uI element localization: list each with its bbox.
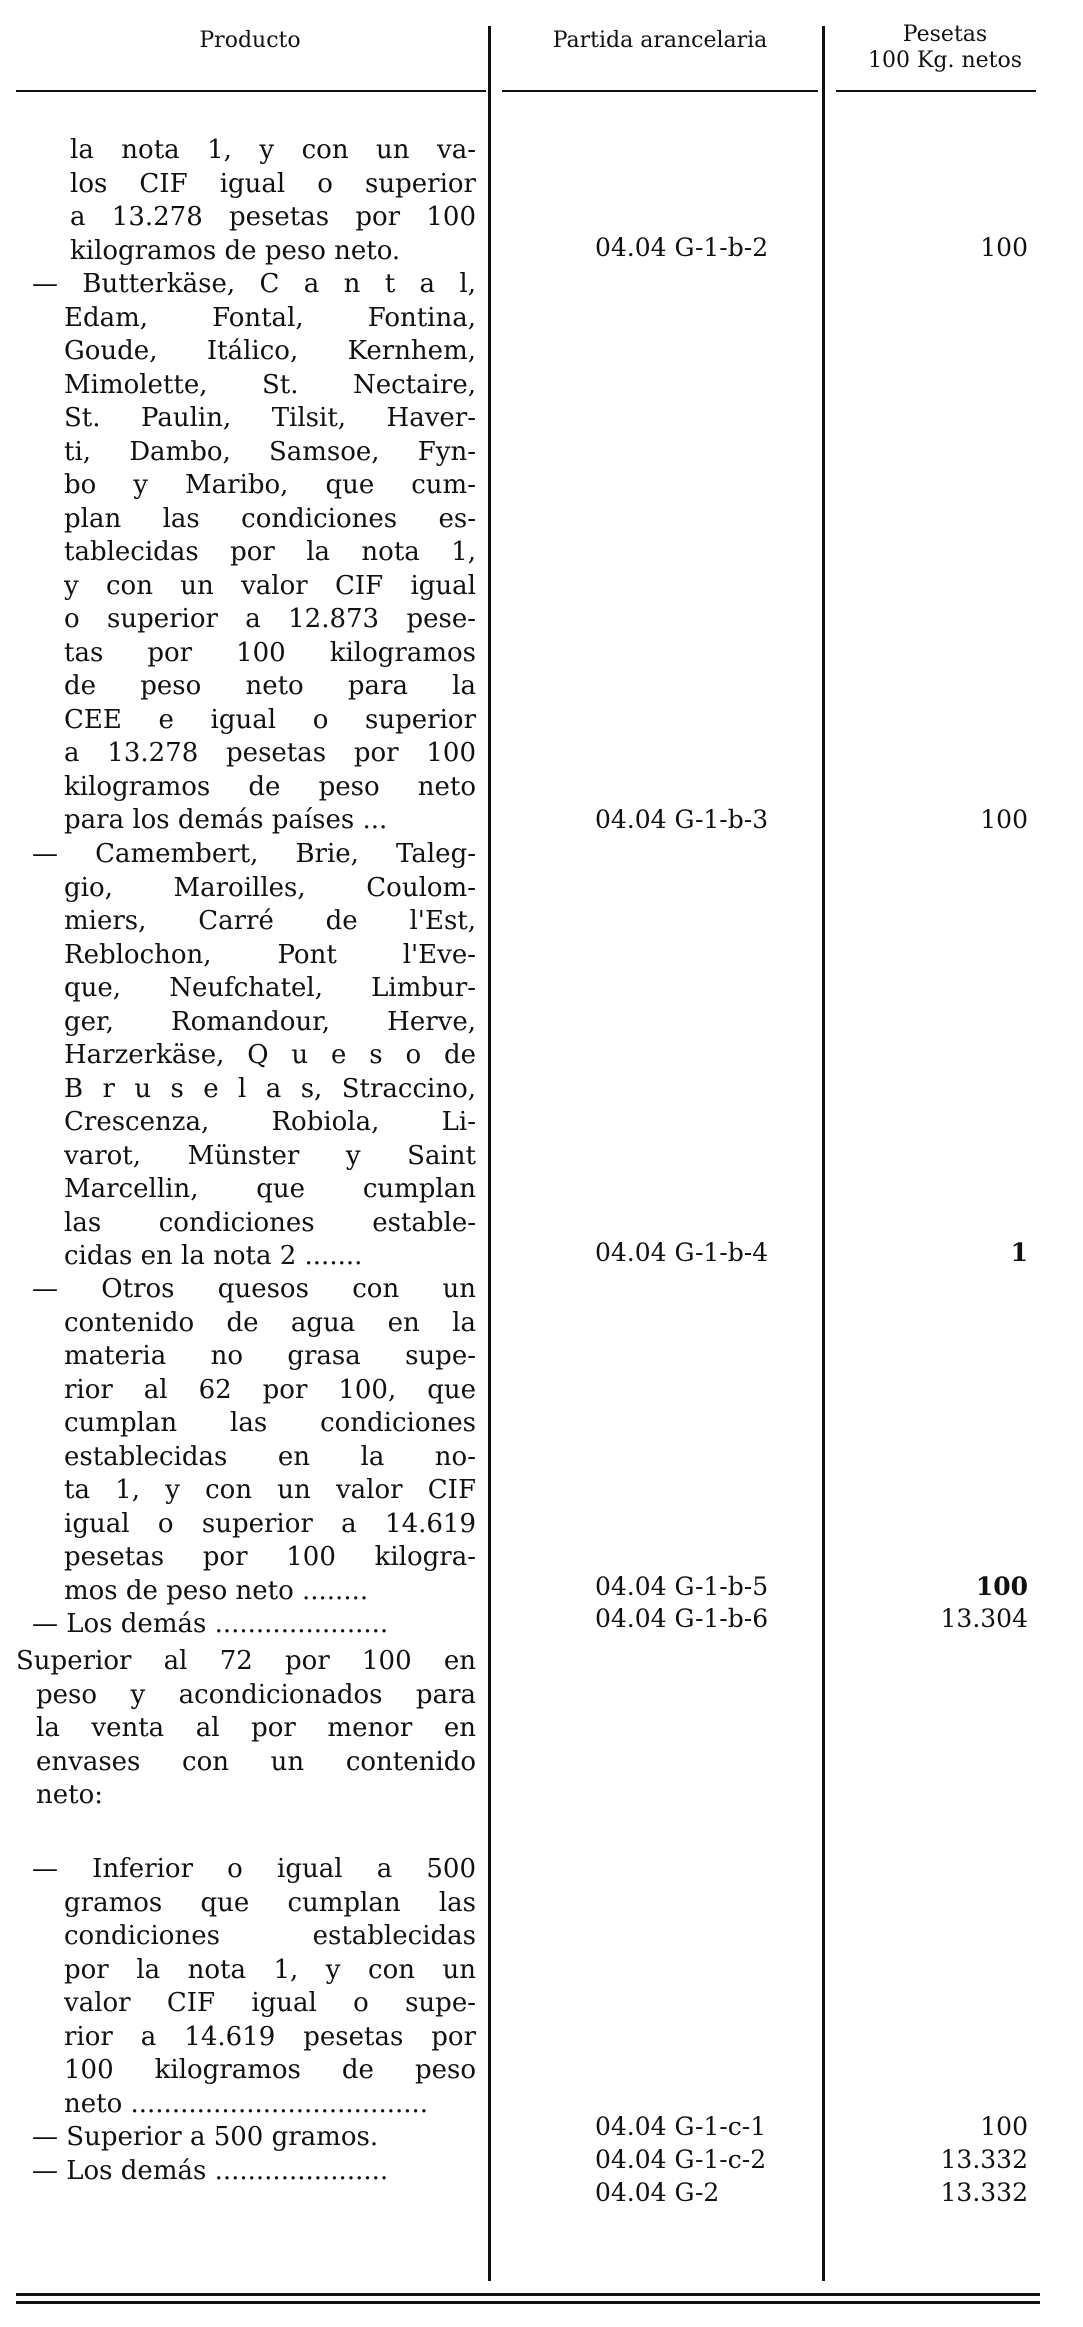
header-producto: Producto xyxy=(199,28,301,53)
product-text-line: Crescenza, Robiola, Li- xyxy=(64,1107,476,1137)
product-text-line: gramos que cumplan las xyxy=(64,1887,476,1918)
bottom-rule-2 xyxy=(16,2301,1040,2304)
header-rule-pesetas xyxy=(836,90,1036,92)
header-pesetas-line1: Pesetas xyxy=(902,22,988,47)
product-text-line: pesetas por 100 kilogra- xyxy=(64,1542,476,1572)
product-text-line: envases con un contenido xyxy=(36,1746,476,1777)
product-text-line: Goude, Itálico, Kernhem, xyxy=(64,336,476,366)
pesetas-value: 13.304 xyxy=(940,1604,1028,1633)
product-text-line: ger, Romandour, Herve, xyxy=(64,1006,476,1037)
product-text-line: ta 1, y con un valor CIF xyxy=(64,1475,476,1505)
product-text-line: — Los demás ..................... xyxy=(32,1609,389,1639)
partida-code: 04.04 G-2 xyxy=(595,2178,720,2207)
product-text-line: — Inferior o igual a 500 xyxy=(32,1854,476,1884)
product-block-otros-quesos xyxy=(32,1273,476,1642)
product-text-line: Mimolette, St. Nectaire, xyxy=(64,369,476,400)
partida-code: 04.04 G-1-b-4 xyxy=(595,1238,769,1267)
column-divider-left xyxy=(488,26,491,2281)
product-text-line: 100 kilogramos de peso xyxy=(64,2055,476,2085)
product-text-line: igual o superior a 14.619 xyxy=(64,1508,476,1539)
product-text-line: varot, Münster y Saint xyxy=(64,1140,476,1171)
product-text-line: establecidas en la no- xyxy=(64,1441,476,1472)
product-text-line: de peso neto para la xyxy=(64,671,476,701)
product-text-line: St. Paulin, Tilsit, Haver- xyxy=(64,403,476,433)
product-text-line: — Superior a 500 gramos. xyxy=(32,2122,379,2152)
product-text-line: kilogramos de peso neto xyxy=(64,771,476,802)
pesetas-value: 100 xyxy=(980,2112,1028,2141)
product-text-line: cidas en la nota 2 ....... xyxy=(64,1241,363,1271)
product-block-intro xyxy=(70,134,476,268)
partida-code: 04.04 G-1-b-5 xyxy=(595,1572,769,1601)
product-text-line: bo y Maribo, que cum- xyxy=(64,470,476,500)
product-text-line: las condiciones estable- xyxy=(64,1207,476,1238)
partida-code: 04.04 G-1-c-1 xyxy=(595,2112,767,2141)
product-text-line: — Los demás ..................... xyxy=(32,2155,389,2186)
product-text-line: peso y acondicionados para xyxy=(36,1679,476,1710)
product-text-line: tas por 100 kilogramos xyxy=(64,637,476,668)
product-text-line: rior a 14.619 pesetas por xyxy=(64,2021,476,2052)
product-text-line: neto: xyxy=(36,1780,103,1810)
product-text-line: — Butterkäse, C a n t a l, xyxy=(32,269,476,299)
pesetas-value: 13.332 xyxy=(940,2178,1028,2207)
product-text-line: los CIF igual o superior xyxy=(70,168,476,199)
product-text-line: cumplan las condiciones xyxy=(64,1408,476,1438)
header-rule-producto xyxy=(16,90,486,92)
partida-code: 04.04 G-1-b-6 xyxy=(595,1604,769,1633)
product-text-line: materia no grasa supe- xyxy=(64,1341,476,1371)
product-text-line: Reblochon, Pont l'Eve- xyxy=(64,939,476,970)
product-text-line: mos de peso neto ........ xyxy=(64,1575,369,1606)
header-pesetas-line2: 100 Kg. netos xyxy=(867,48,1023,73)
product-text-line: Superior al 72 por 100 en xyxy=(16,1646,476,1676)
product-text-line: a 13.278 pesetas por 100 xyxy=(70,202,476,232)
product-text-line: plan las condiciones es- xyxy=(64,503,476,534)
partida-code: 04.04 G-1-b-2 xyxy=(595,233,769,262)
product-block-inferior-500 xyxy=(32,1853,476,2188)
product-text-line: contenido de agua en la xyxy=(64,1307,476,1338)
product-text-line: valor CIF igual o supe- xyxy=(64,1988,476,2018)
product-text-line: neto .................................... xyxy=(64,2088,429,2119)
product-text-line: miers, Carré de l'Est, xyxy=(64,906,476,936)
partida-code: 04.04 G-1-b-3 xyxy=(595,805,769,834)
bottom-rule-1 xyxy=(16,2293,1040,2296)
product-text-line: la venta al por menor en xyxy=(36,1713,476,1743)
product-text-line: condiciones establecidas xyxy=(64,1921,476,1951)
product-text-line: — Otros quesos con un xyxy=(32,1274,476,1304)
product-text-line: CEE e igual o superior xyxy=(64,704,476,735)
product-text-line: Harzerkäse, Q u e s o de xyxy=(64,1040,476,1070)
pesetas-value: 13.332 xyxy=(940,2145,1028,2174)
product-text-line: kilogramos de peso neto. xyxy=(70,235,401,266)
product-text-line: y con un valor CIF igual xyxy=(64,570,476,601)
header-rule-partida xyxy=(502,90,818,92)
pesetas-value: 100 xyxy=(975,1572,1028,1601)
product-text-line: gio, Maroilles, Coulom- xyxy=(64,872,476,903)
product-block-superior-72 xyxy=(16,1645,476,1813)
product-text-line: Marcellin, que cumplan xyxy=(64,1174,476,1204)
product-text-line: para los demás países ... xyxy=(64,805,388,835)
pesetas-value: 1 xyxy=(1010,1238,1028,1267)
partida-code: 04.04 G-1-c-2 xyxy=(595,2145,767,2174)
header-pesetas xyxy=(840,22,1050,74)
product-text-line: rior al 62 por 100, que xyxy=(64,1374,476,1405)
product-text-line: a 13.278 pesetas por 100 xyxy=(64,738,476,768)
product-text-line: tablecidas por la nota 1, xyxy=(64,537,476,567)
product-text-line: que, Neufchatel, Limbur- xyxy=(64,973,476,1003)
product-text-line: B r u s e l a s, Straccino, xyxy=(64,1073,476,1104)
product-block-butterkase xyxy=(32,268,476,838)
product-text-line: la nota 1, y con un va- xyxy=(70,135,476,165)
column-divider-right xyxy=(822,26,825,2281)
product-text-line: por la nota 1, y con un xyxy=(64,1954,476,1985)
product-text-line: — Camembert, Brie, Taleg- xyxy=(32,839,476,869)
product-block-camembert xyxy=(32,838,476,1274)
product-text-line: o superior a 12.873 pese- xyxy=(64,604,476,634)
header-partida-arancelaria: Partida arancelaria xyxy=(552,28,768,53)
pesetas-value: 100 xyxy=(980,805,1028,834)
product-text-line: Edam, Fontal, Fontina, xyxy=(64,302,476,333)
pesetas-value: 100 xyxy=(980,233,1028,262)
product-text-line: ti, Dambo, Samsoe, Fyn- xyxy=(64,436,476,467)
